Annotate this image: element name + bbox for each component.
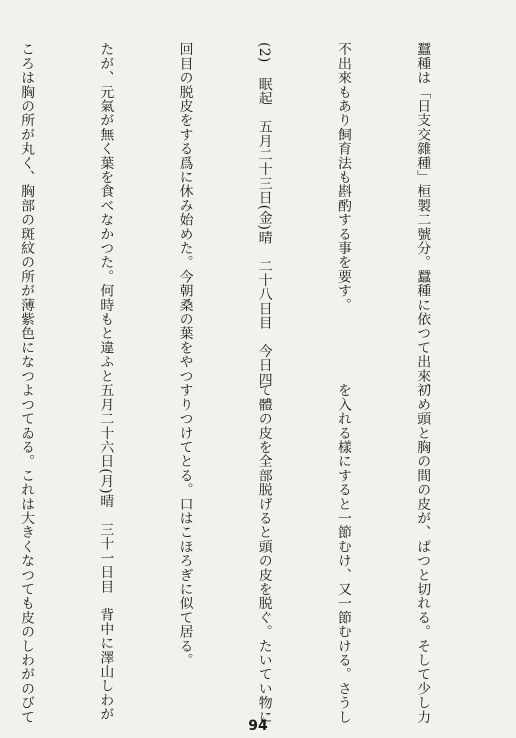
text-column: 五月二十六日(月)晴 三十一日目 背中に澤山しわが [97, 383, 114, 722]
text-column: すりつけてとる。口はこほろぎに似て居る。 [176, 383, 193, 667]
text-column: 蠶種は「日支交雜種」桓製二號分。蠶種に依つて出來、 [414, 42, 431, 397]
text-column: を入れる樣にすると一節むけ、又一節むける。さうし [334, 383, 351, 724]
page-number: 94 [248, 718, 268, 734]
text-column: たが、元氣が無く葉を食べなかつた。何時もと違ふと [97, 42, 114, 383]
text-column: 不出來もあり飼育法も斟酌する事を要す。 [334, 42, 351, 312]
text-column: (2) 眠起 五月二十三日(金)晴 二十八日目 今日四 [255, 42, 272, 387]
text-column: ころは胸の所が丸く、胸部の斑紋の所が薄紫色になつ [18, 42, 35, 383]
text-column: 初め頭と胸の間の皮が、ぱつと切れる。そして少し力 [414, 383, 431, 724]
upper-text-block [18, 42, 488, 397]
text-column: て體の皮を全部脱げると頭の皮を脱ぐ。たいてい物に [255, 383, 272, 724]
text-column: よつてゐる。これは大きくなつても皮のしわがのびて [18, 383, 35, 724]
lower-text-block [18, 383, 488, 724]
text-column: 回目の脱皮をする爲に休み始めた。今朝桑の葉をやつ [176, 42, 193, 383]
